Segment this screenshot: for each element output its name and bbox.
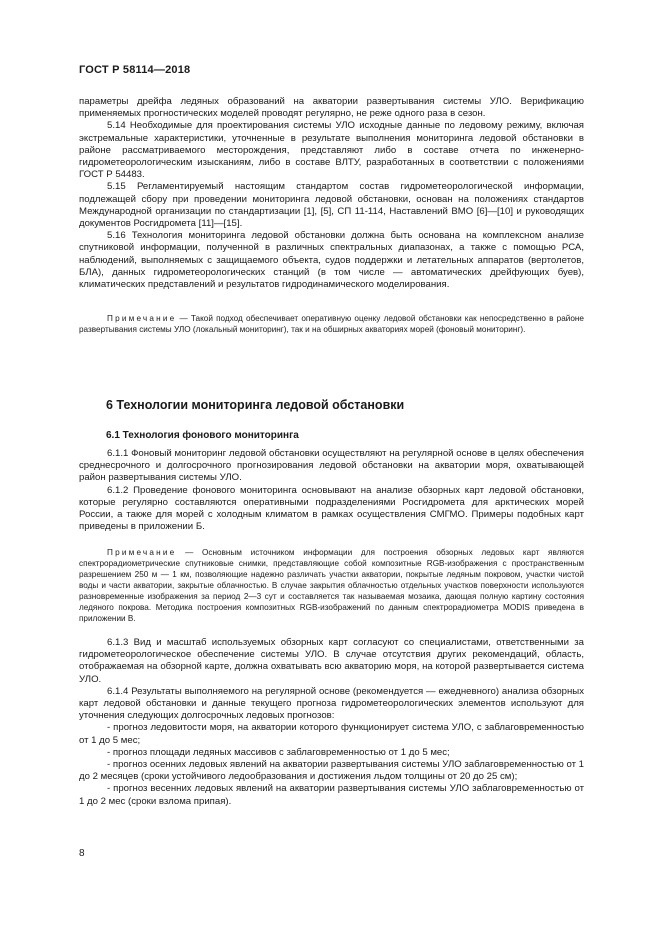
- paragraph: 6.1.3 Вид и масштаб используемых обзорных карт согласуют со специалистами, ответственными за гидрометеорологическое обеспечение системы УЛО. В случае отсутствия других рекомендаций, область, отображаемая на обзорной карте, должна охватывать всю акваторию моря, на которой развертывается система УЛО.: [79, 637, 584, 685]
- paragraph: параметры дрейфа ледяных образований на акватории развертывания системы УЛО. Верификацию применяемых прогностических моделей проводят регулярно, не реже одного раза в сезон.: [79, 96, 584, 120]
- note-1: [79, 313, 584, 335]
- list-item: - прогноз площади ледяных массивов с заблаговременностью от 1 до 5 мес;: [107, 746, 450, 758]
- text-block-3: [79, 637, 584, 808]
- note-2: [79, 547, 584, 624]
- text-block-1: [79, 96, 584, 291]
- text-block-2: [79, 448, 584, 533]
- paragraph: 6.1.2 Проведение фонового мониторинга основывают на анализе обзорных карт ледовой обстановки, которые регулярно составляются оперативными подразделениями Росгидромета для арктических морей России, а также для морей с холодным климатом в рамках осуществления СМГМО. Примеры подобных карт приведены в приложении Б.: [79, 484, 584, 533]
- paragraph: 5.14 Необходимые для проектирования системы УЛО исходные данные по ледовому режиму, включая экстремальные характеристики, уточненные в результате выполнения мониторинга ледовой обстановки в районе рассматриваемого месторождения, представляют либо в составе отчета по инженерно-гидрометеорологическим изысканиям, либо в составе ВЛТУ, разработанных в соответствии с положениями ГОСТ Р 54483.: [79, 120, 584, 181]
- paragraph: 5.16 Технология мониторинга ледовой обстановки должна быть основана на комплексном анализе спутниковой информации, полученной в различных спектральных диапазонах, а также с помощью РСА, наблюдений, выполняемых с защищаемого объекта, судов поддержки и летательных аппаратов (вертолетов, БЛА), данных гидрометеорологических станций (в том числе — автоматических дрейфующих буев), климатических представлений и результатов гидродинамического моделирования.: [79, 230, 584, 291]
- note-text: — Такой подход обеспечивает оперативную оценку ледовой обстановки как непосредственно в районе развертывания системы УЛО (локальный мониторинг), так и на обширных акваториях морей (фоновый мониторинг).: [79, 314, 584, 334]
- page-number: 8: [79, 848, 85, 859]
- document-header: ГОСТ Р 58114—2018: [79, 64, 191, 76]
- paragraph: 6.1.1 Фоновый мониторинг ледовой обстановки осуществляют на регулярной основе в целях обеспечения среднесрочного и долгосрочного прогнозирования ледовой обстановки на акватории моря, охватывающей район развертывания системы УЛО.: [79, 448, 584, 484]
- list-item: - прогноз ледовитости моря, на акватории которого функционирует система УЛО, с заблаговременностью от 1 до 5 мес;: [79, 722, 584, 746]
- section-title: 6 Технологии мониторинга ледовой обстановки: [106, 398, 405, 412]
- paragraph: 6.1.4 Результаты выполняемого на регулярной основе (рекомендуется — ежедневного) анализа обзорных карт ледовой обстановки и данные текущего прогноза гидрометеорологических элементов используют для уточнения следующих долгосрочных ледовых прогнозов:: [79, 685, 584, 722]
- subsection-title: 6.1 Технология фонового мониторинга: [106, 430, 299, 441]
- note-label: Примечание: [107, 548, 177, 557]
- note-text: — Основным источником информации для построения обзорных ледовых карт являются спектрорадиометрические спутниковые снимки, представляющие собой композитные RGB-изображения с пространственным разрешением 250 м — 1 км, позволяющие надежно различать участки акватории, покрытые ледяным покровом, участки чистой воды и части акватории, закрытые облачностью. В случае закрытия облачностью отдельных участков поверхности используются разновременные изображения за период 2—3 сут и составляется так называемая мозаика, дающая полную картину состояния ледяного покрова. Методика построения композитных RGB-изображений по данным спектрорадиометра MODIS приведена в приложении В.: [79, 548, 584, 623]
- list-item: - прогноз осенних ледовых явлений на акватории развертывания системы УЛО заблаговременностью от 1 до 2 месяцев (сроки устойчивого ледообразования и достижения льдом толщины от 20 до 25 см);: [79, 759, 584, 783]
- list-item: - прогноз весенних ледовых явлений на акватории развертывания системы УЛО заблаговременностью от 1 до 2 мес (сроки взлома припая).: [79, 783, 584, 807]
- paragraph: 5.15 Регламентируемый настоящим стандартом состав гидрометеорологической информации, подлежащей сбору при проведении мониторинга ледовой обстановки, основан на положениях стандартов Международной организации по стандартизации [1], [5], СП 11-114, Наставлений ВМО [6]—[10] и руководящих документов Росгидромета [11]—[15].: [79, 181, 584, 230]
- note-label: Примечание: [107, 314, 177, 323]
